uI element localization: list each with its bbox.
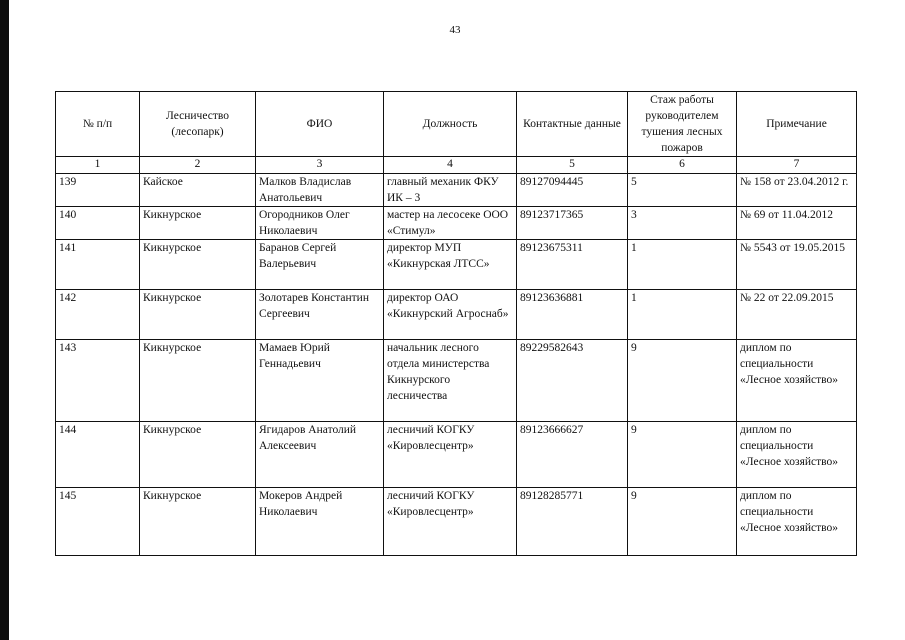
column-number-row xyxy=(56,157,857,174)
column-number: 5 xyxy=(517,157,628,174)
header-full-name: ФИО xyxy=(256,92,384,157)
header-contact: Контактные данные xyxy=(517,92,628,157)
column-number: 6 xyxy=(628,157,737,174)
table-row xyxy=(56,240,857,290)
forestry-cell: Кикнурское xyxy=(140,488,256,556)
header-position: Должность xyxy=(384,92,517,157)
scan-edge-bar xyxy=(0,0,9,640)
position-cell: директор ОАО «Кикнурский Агроснаб» xyxy=(384,290,517,340)
contact-cell: 89123675311 xyxy=(517,240,628,290)
full-name-cell: Огородников Олег Николаевич xyxy=(256,207,384,240)
forestry-cell: Кикнурское xyxy=(140,422,256,488)
row-number: 145 xyxy=(56,488,140,556)
forestry-cell: Кайское xyxy=(140,174,256,207)
full-name-cell: Малков Владислав Анатольевич xyxy=(256,174,384,207)
column-number: 3 xyxy=(256,157,384,174)
full-name-cell: Баранов Сергей Валерьевич xyxy=(256,240,384,290)
experience-cell: 9 xyxy=(628,340,737,422)
column-number: 4 xyxy=(384,157,517,174)
header-experience: Стаж работы руководителем тушения лесных пожаров xyxy=(628,92,737,157)
page-number: 43 xyxy=(449,24,461,36)
position-cell: директор МУП «Кикнурская ЛТСС» xyxy=(384,240,517,290)
contact-cell: 89123636881 xyxy=(517,290,628,340)
row-number: 140 xyxy=(56,207,140,240)
row-number: 141 xyxy=(56,240,140,290)
experience-cell: 1 xyxy=(628,240,737,290)
position-cell: мастер на лесосеке ООО «Стимул» xyxy=(384,207,517,240)
header-forestry: Лесничество (лесопарк) xyxy=(140,92,256,157)
header-number: № п/п xyxy=(56,92,140,157)
note-cell: диплом по специальности «Лесное хозяйство» xyxy=(737,422,857,488)
contact-cell: 89127094445 xyxy=(517,174,628,207)
full-name-cell: Мамаев Юрий Геннадьевич xyxy=(256,340,384,422)
forestry-cell: Кикнурское xyxy=(140,340,256,422)
full-name-cell: Ягидаров Анатолий Алексеевич xyxy=(256,422,384,488)
note-cell: № 69 от 11.04.2012 xyxy=(737,207,857,240)
note-cell: № 22 от 22.09.2015 xyxy=(737,290,857,340)
forestry-cell: Кикнурское xyxy=(140,207,256,240)
row-number: 144 xyxy=(56,422,140,488)
experience-cell: 3 xyxy=(628,207,737,240)
row-number: 139 xyxy=(56,174,140,207)
note-cell: диплом по специальности «Лесное хозяйство» xyxy=(737,488,857,556)
experience-cell: 5 xyxy=(628,174,737,207)
position-cell: лесничий КОГКУ «Кировлесцентр» xyxy=(384,422,517,488)
row-number: 142 xyxy=(56,290,140,340)
contact-cell: 89123666627 xyxy=(517,422,628,488)
header-row xyxy=(56,92,857,157)
forestry-cell: Кикнурское xyxy=(140,240,256,290)
column-number: 1 xyxy=(56,157,140,174)
experience-cell: 1 xyxy=(628,290,737,340)
row-number: 143 xyxy=(56,340,140,422)
contact-cell: 89123717365 xyxy=(517,207,628,240)
position-cell: начальник лесного отдела министерства Кикнурского лесничества xyxy=(384,340,517,422)
table-row xyxy=(56,174,857,207)
table-row xyxy=(56,290,857,340)
table-row xyxy=(56,422,857,488)
column-number: 2 xyxy=(140,157,256,174)
experience-cell: 9 xyxy=(628,488,737,556)
fire-managers-table xyxy=(55,91,857,556)
note-cell: № 158 от 23.04.2012 г. xyxy=(737,174,857,207)
note-cell: № 5543 от 19.05.2015 xyxy=(737,240,857,290)
table-row xyxy=(56,488,857,556)
header-note: Примечание xyxy=(737,92,857,157)
experience-cell: 9 xyxy=(628,422,737,488)
note-cell: диплом по специальности «Лесное хозяйство» xyxy=(737,340,857,422)
full-name-cell: Мокеров Андрей Николаевич xyxy=(256,488,384,556)
table-row xyxy=(56,207,857,240)
contact-cell: 89128285771 xyxy=(517,488,628,556)
position-cell: главный механик ФКУ ИК – 3 xyxy=(384,174,517,207)
contact-cell: 89229582643 xyxy=(517,340,628,422)
full-name-cell: Золотарев Константин Сергеевич xyxy=(256,290,384,340)
column-number: 7 xyxy=(737,157,857,174)
forestry-cell: Кикнурское xyxy=(140,290,256,340)
position-cell: лесничий КОГКУ «Кировлесцентр» xyxy=(384,488,517,556)
table-row xyxy=(56,340,857,422)
